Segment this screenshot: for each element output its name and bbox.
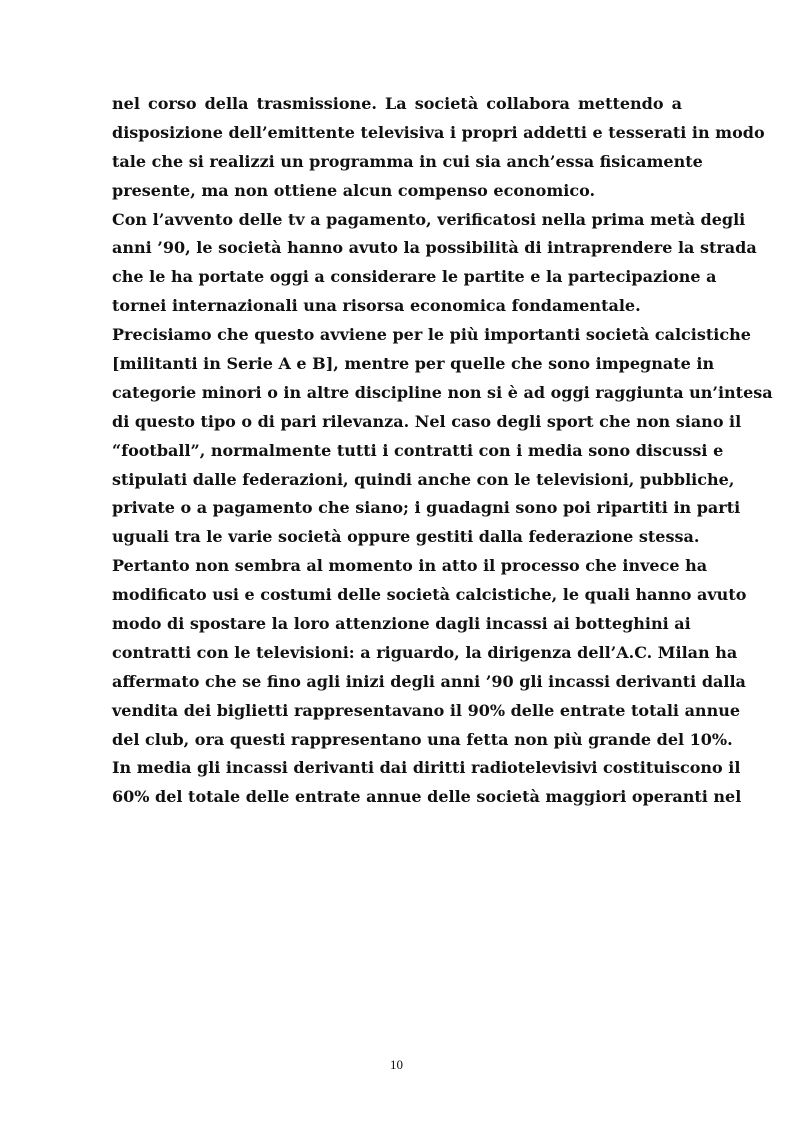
text-line: che le ha portate oggi a considerare le partite e la partecipazione a <box>112 267 717 287</box>
text-line: presente, ma non ottiene alcun compenso economico. <box>112 180 596 200</box>
text-line: modo di spostare la loro attenzione dagli incassi ai botteghini ai <box>112 614 691 634</box>
text-line: di questo tipo o di pari rilevanza. Nel caso degli sport che non siano il <box>112 411 742 431</box>
text-line: contratti con le televisioni: a riguardo, la dirigenza dell’A.C. Milan ha <box>112 642 738 662</box>
body-text <box>112 90 773 812</box>
text-line: Pertanto non sembra al momento in atto il processo che invece ha <box>112 556 708 576</box>
text-line: modificato usi e costumi delle società calcistiche, le quali hanno avuto <box>112 585 747 605</box>
page-number: 10 <box>390 1057 403 1072</box>
text-line: 60% del totale delle entrate annue delle società maggiori operanti nel <box>112 787 742 807</box>
text-line: In media gli incassi derivanti dai diritti radiotelevisivi costituiscono il <box>112 758 741 778</box>
text-line: tale che si realizzi un programma in cui sia anch’essa fisicamente <box>112 151 703 171</box>
text-line: del club, ora questi rappresentano una fetta non più grande del 10%. <box>112 729 733 749</box>
text-line: categorie minori o in altre discipline non si è ad oggi raggiunta un’intesa <box>112 382 773 402</box>
text-line: [militanti in Serie A e B], mentre per quelle che sono impegnate in <box>112 354 715 374</box>
text-line: Precisiamo che questo avviene per le più importanti società calcistiche <box>112 325 751 345</box>
text-line: Con l’avvento delle tv a pagamento, verificatosi nella prima metà degli <box>112 209 746 229</box>
text-line: nel corso della trasmissione. La società collabora mettendo a <box>112 94 682 113</box>
text-line: tornei internazionali una risorsa economica fondamentale. <box>112 296 641 316</box>
text-line: affermato che se fino agli inizi degli anni ’90 gli incassi derivanti dalla <box>112 671 746 691</box>
text-line: stipulati dalle federazioni, quindi anche con le televisioni, pubbliche, <box>112 469 735 489</box>
text-line: anni ’90, le società hanno avuto la possibilità di intraprendere la strada <box>112 238 757 258</box>
text-line: “football”, normalmente tutti i contratti con i media sono discussi e <box>112 440 724 460</box>
text-line: disposizione dell’emittente televisiva i propri addetti e tesserati in modo <box>112 122 765 142</box>
text-line: vendita dei biglietti rappresentavano il 90% delle entrate totali annue <box>112 700 741 720</box>
text-line: uguali tra le varie società oppure gestiti dalla federazione stessa. <box>112 527 700 547</box>
text-line: private o a pagamento che siano; i guadagni sono poi ripartiti in parti <box>112 498 741 518</box>
